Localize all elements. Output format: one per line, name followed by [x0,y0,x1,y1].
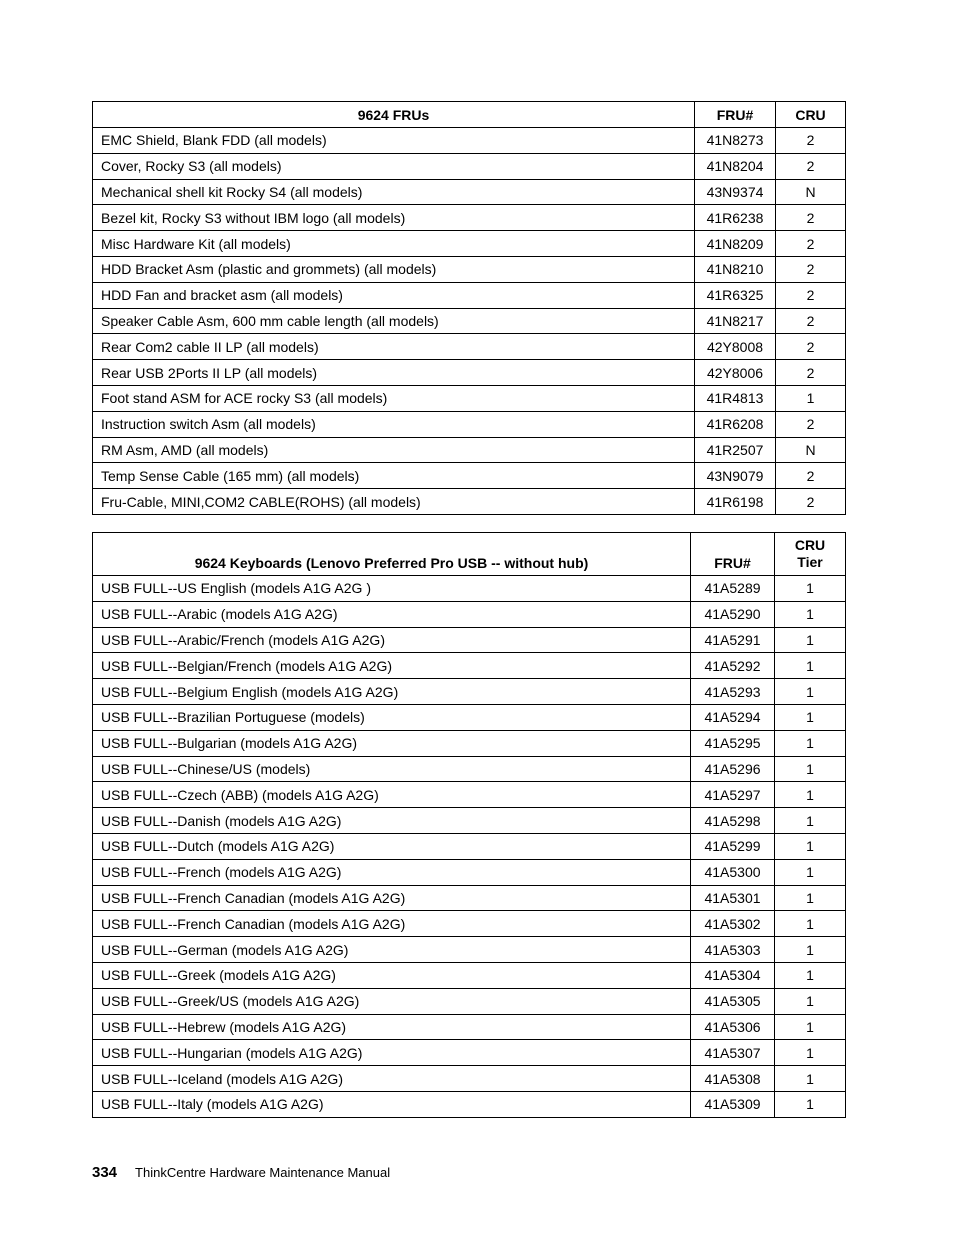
table-row [93,833,846,859]
cru-value: 2 [776,231,846,257]
cru-value: 1 [775,1040,846,1066]
fru-number: 41A5302 [691,911,775,937]
part-description: HDD Fan and bracket asm (all models) [93,282,695,308]
fru-number: 41A5290 [691,601,775,627]
table-row [93,808,846,834]
fru-number: 41N8210 [695,256,776,282]
cru-value: 1 [775,911,846,937]
fru-number: 41R6208 [695,411,776,437]
part-description: USB FULL--French Canadian (models A1G A2G) [93,911,691,937]
fru-number: 41A5305 [691,988,775,1014]
fru-table [92,101,846,515]
fru-number: 41A5303 [691,937,775,963]
cru-value: 1 [775,627,846,653]
cru-value: N [776,179,846,205]
part-description: Bezel kit, Rocky S3 without IBM logo (all models) [93,205,695,231]
table-row [93,653,846,679]
table-row [93,911,846,937]
fru-number: 41A5301 [691,885,775,911]
header-cru-line1: CRU [794,537,826,553]
table-row [93,782,846,808]
fru-number: 41A5293 [691,679,775,705]
part-description: USB FULL--US English (models A1G A2G ) [93,576,691,602]
fru-number: 42Y8008 [695,334,776,360]
cru-value: 1 [775,1066,846,1092]
cru-value: 1 [775,730,846,756]
keyboard-table-body [93,576,846,1118]
table-row [93,730,846,756]
table-row [93,756,846,782]
part-description: Misc Hardware Kit (all models) [93,231,695,257]
table-row [93,153,846,179]
cru-value: 1 [775,962,846,988]
part-description: Speaker Cable Asm, 600 mm cable length (all models) [93,308,695,334]
part-description: USB FULL--Czech (ABB) (models A1G A2G) [93,782,691,808]
table-row [93,1066,846,1092]
part-description: USB FULL--Belgium English (models A1G A2G) [93,679,691,705]
cru-value: 1 [775,782,846,808]
table-row [93,385,846,411]
part-description: Instruction switch Asm (all models) [93,411,695,437]
cru-value: 2 [776,489,846,515]
part-description: USB FULL--Dutch (models A1G A2G) [93,833,691,859]
header-cru: CRU [776,102,846,128]
manual-title: ThinkCentre Hardware Maintenance Manual [135,1165,391,1180]
fru-number: 41A5295 [691,730,775,756]
part-description: Foot stand ASM for ACE rocky S3 (all models) [93,385,695,411]
cru-value: 1 [775,756,846,782]
cru-value: 1 [775,937,846,963]
table-header-row [93,102,846,128]
header-cru-tier [775,533,846,576]
table-row [93,704,846,730]
table-row [93,308,846,334]
fru-number: 41A5291 [691,627,775,653]
cru-value: 1 [775,808,846,834]
part-description: Mechanical shell kit Rocky S4 (all models) [93,179,695,205]
table-row [93,256,846,282]
part-description: USB FULL--Arabic/French (models A1G A2G) [93,627,691,653]
part-description: USB FULL--Belgian/French (models A1G A2G) [93,653,691,679]
fru-number: 41R6325 [695,282,776,308]
cru-value: 1 [775,704,846,730]
fru-number: 41R2507 [695,437,776,463]
fru-number: 41R6198 [695,489,776,515]
cru-value: 1 [775,576,846,602]
table-row [93,334,846,360]
table-row [93,282,846,308]
cru-value: 1 [775,1091,846,1117]
fru-number: 41R4813 [695,385,776,411]
fru-number: 41R6238 [695,205,776,231]
cru-value: 1 [775,1014,846,1040]
table-row [93,576,846,602]
table-row [93,437,846,463]
part-description: Fru-Cable, MINI,COM2 CABLE(ROHS) (all models) [93,489,695,515]
part-description: USB FULL--Italy (models A1G A2G) [93,1091,691,1117]
header-description: 9624 FRUs [93,102,695,128]
part-description: USB FULL--Arabic (models A1G A2G) [93,601,691,627]
part-description: USB FULL--Bulgarian (models A1G A2G) [93,730,691,756]
part-description: USB FULL--Hungarian (models A1G A2G) [93,1040,691,1066]
fru-number: 41A5298 [691,808,775,834]
table-row [93,885,846,911]
cru-value: 1 [775,679,846,705]
part-description: RM Asm, AMD (all models) [93,437,695,463]
cru-value: 1 [775,653,846,679]
table-row [93,601,846,627]
table-row [93,489,846,515]
cru-value: 2 [776,282,846,308]
part-description: USB FULL--Chinese/US (models) [93,756,691,782]
cru-value: 2 [776,463,846,489]
part-description: Cover, Rocky S3 (all models) [93,153,695,179]
fru-number: 41N8217 [695,308,776,334]
table-row [93,1091,846,1117]
cru-value: 2 [776,128,846,154]
cru-value: N [776,437,846,463]
fru-number: 41A5289 [691,576,775,602]
cru-value: 1 [775,833,846,859]
part-description: USB FULL--French (models A1G A2G) [93,859,691,885]
part-description: USB FULL--Brazilian Portuguese (models) [93,704,691,730]
fru-number: 41A5297 [691,782,775,808]
fru-number: 43N9079 [695,463,776,489]
part-description: USB FULL--German (models A1G A2G) [93,937,691,963]
part-description: USB FULL--French Canadian (models A1G A2G) [93,885,691,911]
fru-number: 41A5309 [691,1091,775,1117]
fru-number: 42Y8006 [695,360,776,386]
fru-number: 41A5307 [691,1040,775,1066]
page-number: 334 [92,1164,118,1181]
fru-number: 41N8204 [695,153,776,179]
part-description: USB FULL--Greek/US (models A1G A2G) [93,988,691,1014]
table-row [93,1040,846,1066]
header-description: 9624 Keyboards (Lenovo Preferred Pro USB -- without hub) [93,533,691,576]
table-header-row [93,533,846,576]
cru-value: 1 [775,601,846,627]
table-row [93,231,846,257]
table-row [93,179,846,205]
table-row [93,463,846,489]
fru-number: 41A5306 [691,1014,775,1040]
cru-value: 1 [775,885,846,911]
fru-number: 41A5294 [691,704,775,730]
part-description: Rear USB 2Ports II LP (all models) [93,360,695,386]
fru-number: 41A5292 [691,653,775,679]
fru-number: 41A5299 [691,833,775,859]
cru-value: 2 [776,334,846,360]
cru-value: 1 [776,385,846,411]
cru-value: 2 [776,411,846,437]
fru-number: 41A5308 [691,1066,775,1092]
part-description: EMC Shield, Blank FDD (all models) [93,128,695,154]
cru-value: 1 [775,988,846,1014]
header-cru-line2: Tier [797,554,823,570]
cru-value: 2 [776,153,846,179]
table-row [93,627,846,653]
fru-number: 41A5304 [691,962,775,988]
part-description: USB FULL--Greek (models A1G A2G) [93,962,691,988]
header-fru-number: FRU# [691,533,775,576]
table-row [93,411,846,437]
fru-table-body [93,128,846,515]
part-description: HDD Bracket Asm (plastic and grommets) (all models) [93,256,695,282]
part-description: USB FULL--Danish (models A1G A2G) [93,808,691,834]
table-row [93,205,846,231]
fru-number: 41A5296 [691,756,775,782]
part-description: Rear Com2 cable II LP (all models) [93,334,695,360]
table-row [93,962,846,988]
keyboard-table [92,532,846,1118]
cru-value: 1 [775,859,846,885]
table-row [93,360,846,386]
table-row [93,937,846,963]
part-description: USB FULL--Iceland (models A1G A2G) [93,1066,691,1092]
cru-value: 2 [776,360,846,386]
table-row [93,1014,846,1040]
cru-value: 2 [776,256,846,282]
page-footer [92,1164,390,1181]
cru-value: 2 [776,308,846,334]
fru-number: 43N9374 [695,179,776,205]
cru-value: 2 [776,205,846,231]
fru-number: 41A5300 [691,859,775,885]
header-fru-number: FRU# [695,102,776,128]
table-row [93,859,846,885]
part-description: Temp Sense Cable (165 mm) (all models) [93,463,695,489]
table-row [93,988,846,1014]
table-row [93,679,846,705]
fru-number: 41N8273 [695,128,776,154]
fru-number: 41N8209 [695,231,776,257]
table-row [93,128,846,154]
part-description: USB FULL--Hebrew (models A1G A2G) [93,1014,691,1040]
